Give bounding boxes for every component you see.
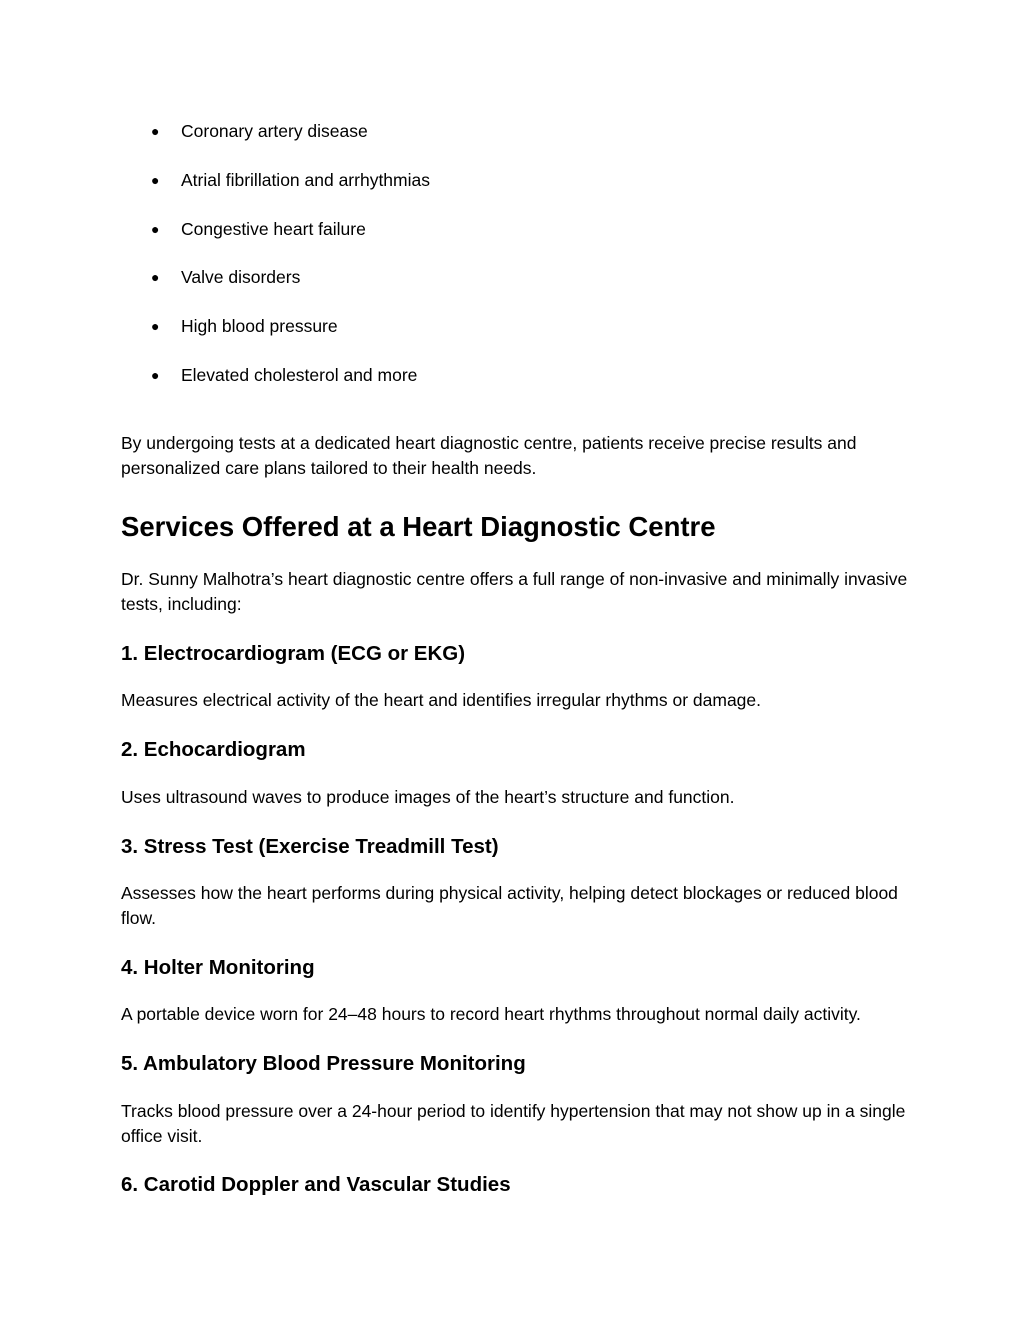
bullet-icon: ● — [151, 269, 160, 286]
condition-list — [0, 119, 1024, 412]
service-heading-carotid-doppler: 6. Carotid Doppler and Vascular Studies — [121, 1173, 511, 1196]
service-heading-ambulatory-bp: 5. Ambulatory Blood Pressure Monitoring — [121, 1052, 526, 1075]
service-description-ecg: Measures electrical activity of the heart and identifies irregular rhythms or damage. — [121, 690, 762, 710]
list-item — [0, 314, 1024, 363]
service-description-ambulatory-bp: Tracks blood pressure over a 24-hour period to identify hypertension that may not show up in a single office visit. — [121, 1101, 906, 1146]
bullet-icon: ● — [151, 318, 160, 335]
service-heading-ecg: 1. Electrocardiogram (ECG or EKG) — [121, 642, 466, 665]
list-item-text: Coronary artery disease — [181, 121, 368, 141]
list-item-text: Atrial fibrillation and arrhythmias — [181, 169, 430, 190]
bullet-icon: ● — [151, 123, 160, 139]
intro-paragraph: By undergoing tests at a dedicated heart diagnostic centre, patients receive precise results and personalized care plans tailored to their health needs. — [121, 433, 857, 478]
section-intro-paragraph: Dr. Sunny Malhotra’s heart diagnostic centre offers a full range of non-invasive and minimally invasive tests, including: — [121, 569, 908, 614]
service-heading-stress-test: 3. Stress Test (Exercise Treadmill Test) — [121, 835, 499, 858]
list-item — [0, 168, 1024, 217]
service-description-holter: A portable device worn for 24–48 hours to record heart rhythms throughout normal daily activity. — [121, 1004, 861, 1024]
bullet-icon: ● — [151, 171, 160, 188]
bullet-icon: ● — [151, 366, 160, 383]
list-item-text: Elevated cholesterol and more — [181, 364, 418, 385]
service-description-echocardiogram: Uses ultrasound waves to produce images of the heart’s structure and function. — [121, 787, 735, 807]
list-item-text: Valve disorders — [181, 267, 301, 288]
list-item-text: Congestive heart failure — [181, 218, 366, 239]
list-item — [0, 265, 1024, 314]
service-heading-echocardiogram: 2. Echocardiogram — [121, 738, 306, 761]
section-heading: Services Offered at a Heart Diagnostic Centre — [121, 511, 716, 542]
list-item-text: High blood pressure — [181, 316, 338, 337]
service-heading-holter: 4. Holter Monitoring — [121, 956, 315, 979]
bullet-icon: ● — [151, 220, 160, 237]
list-item — [0, 217, 1024, 266]
list-item — [0, 119, 1024, 168]
list-item — [0, 363, 1024, 412]
service-description-stress-test: Assesses how the heart performs during physical activity, helping detect blockages or reduced blood flow. — [121, 883, 898, 928]
